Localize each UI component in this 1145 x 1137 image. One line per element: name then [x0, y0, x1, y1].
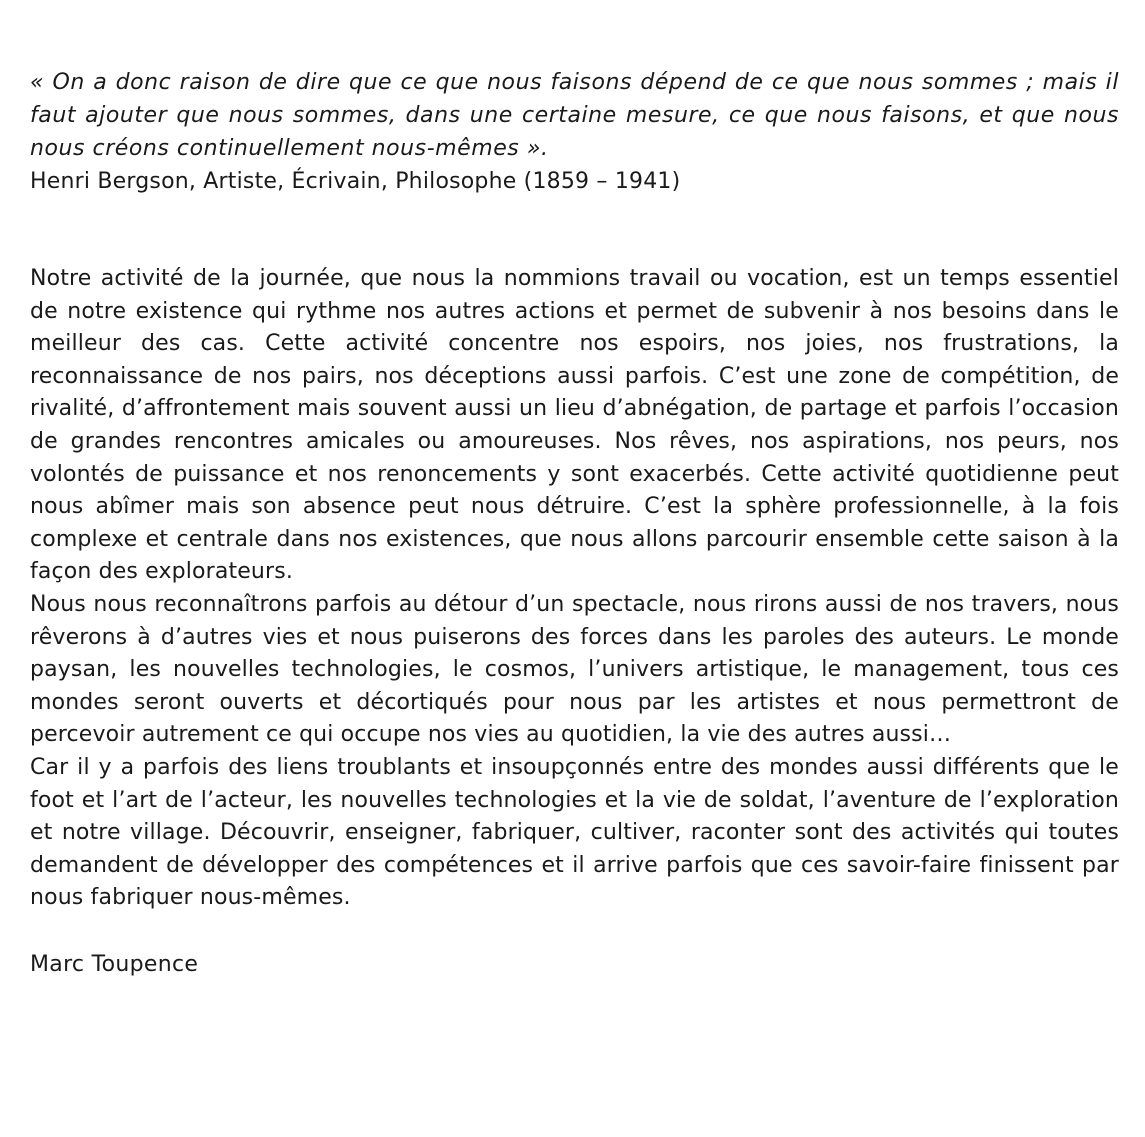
paragraph-1: Notre activité de la journée, que nous la nommions travail ou vocation, est un temps essentiel de notre existence qui rythme nos autres actions et permet de subvenir à nos besoins dans le meilleur des cas. Cette activité concentre nos espoirs, nos joies, nos frustrations, la reconnaissance de nos pairs, nos déceptions aussi parfois. C’est une zone de compétition, de rivalité, d’affrontement mais souvent aussi un lieu d’abnégation, de partage et parfois l’occasion de grandes rencontres amicales ou amoureuses. Nos rêves, nos aspirations, nos peurs, nos volontés de puissance et nos renoncements y sont exacerbés. Cette activité quotidienne peut nous abîmer mais son absence peut nous détruire. C’est la sphère professionnelle, à la fois complexe et centrale dans nos existences, que nous allons parcourir ensemble cette saison à la façon des explorateurs.: [30, 266, 1119, 585]
quote-text: « On a donc raison de dire que ce que nous faisons dépend de ce que nous sommes ; mais il faut ajouter que nous sommes, dans une certaine mesure, ce que nous faisons, et que nous nous créons continuellement nous-mêmes ».: [30, 70, 1119, 161]
quote-attribution: Henri Bergson, Artiste, Écrivain, Philosophe (1859 – 1941): [30, 169, 681, 194]
paragraph-2: Nous nous reconnaîtrons parfois au détour d’un spectacle, nous rirons aussi de nos travers, nous rêverons à d’autres vies et nous puiserons des forces dans les paroles des auteurs. Le monde paysan, les nouvelles technologies, le cosmos, l’univers artistique, le management, tous ces mondes seront ouverts et décortiqués pour nous par les artistes et nous permettront de percevoir autrement ce qui occupe nos vies au quotidien, la vie des autres aussi…: [30, 591, 1119, 748]
paragraph-3: Car il y a parfois des liens troublants et insoupçonnés entre des mondes aussi différents que le foot et l’art de l’acteur, les nouvelles technologies et la vie de soldat, l’aventure de l’exploration et notre village. Découvrir, enseigner, fabriquer, cultiver, raconter sont des activités qui toutes demandent de développer des compétences et il arrive parfois que ces savoir-faire finissent par nous fabriquer nous-mêmes.: [30, 754, 1119, 911]
document-page: [30, 66, 1119, 981]
epigraph: [30, 66, 1119, 198]
author-signature: Marc Toupence: [30, 951, 199, 977]
body-text: [30, 263, 1119, 915]
